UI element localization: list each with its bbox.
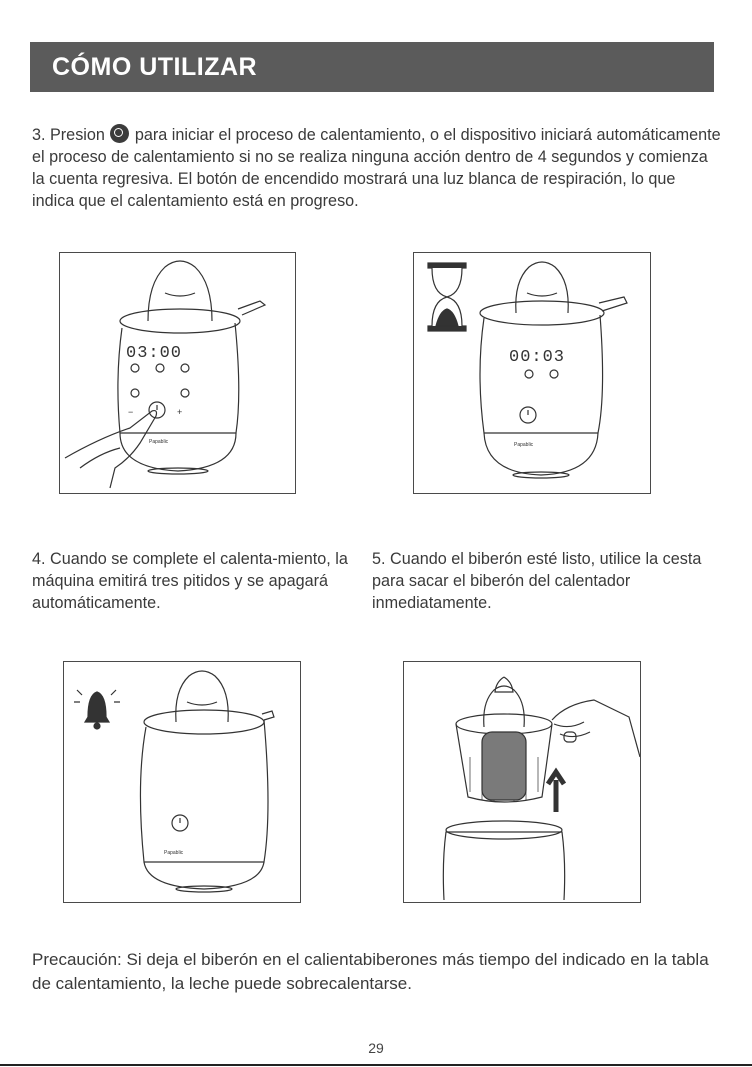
figure-beep-off [63, 661, 301, 903]
hourglass-icon [428, 263, 466, 331]
temperature-icon [550, 370, 558, 378]
page-number: 29 [368, 1040, 384, 1056]
hand-pointer-icon [65, 411, 157, 488]
step-3-text [32, 124, 722, 212]
step-3-text-end: para iniciar el proceso de calentamiento, o el dispositivo iniciará automáticamente el proceso de calentamiento si no se realiza ninguna acción dentro de 4 segundos y comienza la cuenta regresiva. El botón de encendido mostrará una luz blanca de respiración, lo que indica que el calentamiento está en progreso. [32, 126, 721, 210]
section-title: CÓMO UTILIZAR [52, 53, 258, 81]
timer-display: 00:03 [509, 348, 566, 367]
figure-remove-bottle [403, 661, 641, 903]
bell-icon [74, 690, 120, 729]
step-5-text: 5. Cuando el biberón esté listo, utilice la cesta para sacar el biberón del calentador inmediatamente. [372, 550, 702, 612]
sterilize-icon [181, 389, 189, 397]
step-4-text: 4. Cuando se complete el calenta-miento, la máquina emitirá tres pitidos y se apagará automáticamente. [32, 550, 348, 612]
hand-icon [552, 700, 640, 757]
section-header [30, 42, 714, 92]
caution-text: Precaución: Si deja el biberón en el calientabiberones más tiempo del indicado en la tabla de calentamiento, la leche puede sobrecalentarse. [32, 950, 709, 993]
baby-food-icon [156, 364, 164, 372]
milk-icon [131, 364, 139, 372]
brand-logo: Papablic [164, 850, 184, 856]
bottom-rule [0, 1064, 752, 1066]
brand-logo: Papablic [514, 442, 534, 448]
power-button-icon [110, 124, 129, 143]
brand-logo: Papablic [149, 439, 169, 445]
figure-countdown [413, 252, 651, 494]
bottle-nipple [148, 261, 212, 321]
up-arrow-icon [548, 772, 564, 812]
minus-button: − [128, 407, 134, 417]
plus-button: + [177, 407, 183, 417]
milk-icon [525, 370, 533, 378]
step-3-text-start: 3. Presion [32, 126, 110, 144]
night-mode-icon [131, 389, 139, 397]
temperature-icon [181, 364, 189, 372]
timer-display: 03:00 [126, 344, 183, 363]
figure-start-heating [59, 252, 296, 494]
